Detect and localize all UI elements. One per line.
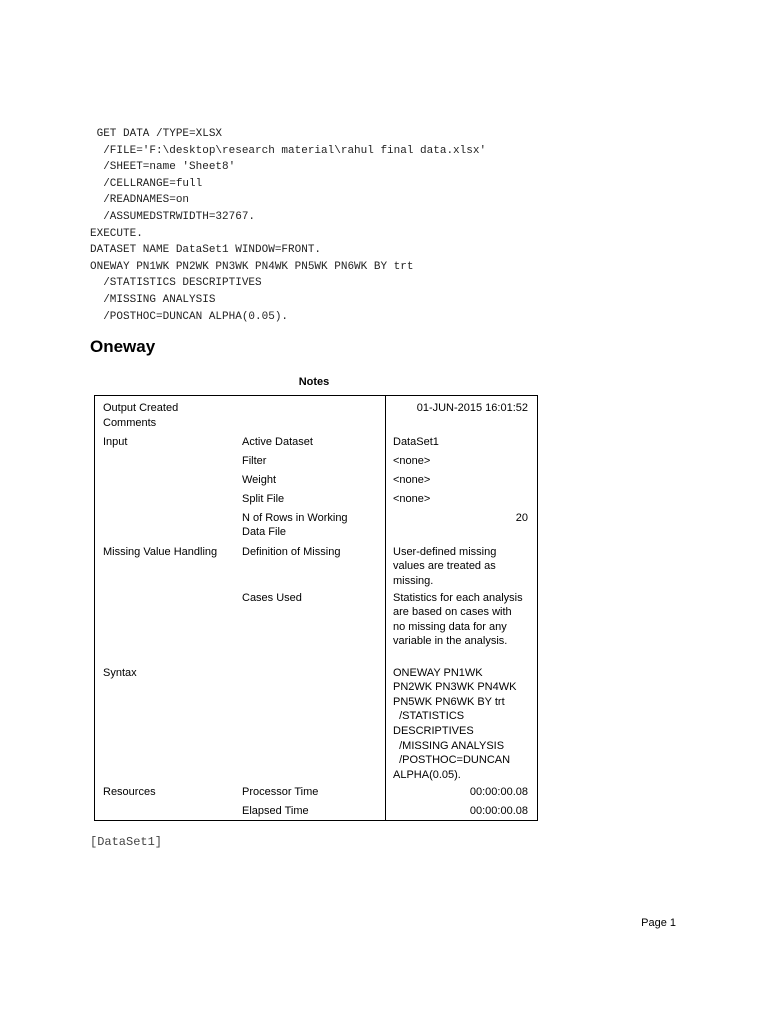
row-sublabel: Processor Time xyxy=(242,785,319,798)
row-label: Input xyxy=(103,435,128,448)
syntax-line: /CELLRANGE=full xyxy=(90,177,203,190)
syntax-line: ONEWAY PN1WK PN2WK PN3WK PN4WK PN5WK PN6WK BY trt xyxy=(90,260,414,273)
row-label xyxy=(95,492,243,511)
row-value: ONEWAY PN1WK PN2WK PN3WK PN4WK PN5WK PN6WK BY trt /STATISTICS DESCRIPTIVES /MISSING ANALYSIS /POSTHOC=DUNCAN ALPHA(0.05). xyxy=(386,666,538,785)
row-sublabel: N of Rows in Working Data File xyxy=(242,511,348,539)
row-sublabel xyxy=(242,416,386,435)
row-label: Output Created xyxy=(103,402,179,414)
syntax-line: /READNAMES=on xyxy=(90,194,190,207)
table-row xyxy=(95,416,538,435)
table-row xyxy=(95,396,538,416)
row-label xyxy=(95,804,243,821)
row-value: 00:00:00.08 xyxy=(386,804,538,821)
syntax-block xyxy=(90,126,486,325)
table-row xyxy=(95,666,538,785)
row-sublabel: Cases Used xyxy=(242,591,302,604)
row-label xyxy=(95,511,243,545)
row-sublabel: Split File xyxy=(242,492,285,505)
table-row xyxy=(95,591,538,666)
row-label: Missing Value Handling xyxy=(103,545,218,558)
row-sublabel xyxy=(242,666,386,785)
syntax-line: EXECUTE. xyxy=(90,227,143,240)
row-value: DataSet1 xyxy=(386,435,538,454)
section-heading: Oneway xyxy=(90,337,156,356)
table-row xyxy=(95,454,538,473)
row-value: User-defined missing values are treated as missing. xyxy=(386,545,538,591)
table-row xyxy=(95,435,538,454)
table-row xyxy=(95,511,538,545)
row-label: Syntax xyxy=(103,666,137,679)
row-sublabel: Definition of Missing xyxy=(242,545,341,558)
syntax-line: /SHEET=name 'Sheet8' xyxy=(90,161,236,174)
row-label: Resources xyxy=(103,785,156,798)
row-label: Comments xyxy=(103,416,157,429)
row-sublabel: Elapsed Time xyxy=(242,804,309,817)
syntax-line: GET DATA /TYPE=XLSX xyxy=(90,128,223,140)
row-label xyxy=(95,473,243,492)
row-value xyxy=(386,416,538,435)
syntax-line: /STATISTICS DESCRIPTIVES xyxy=(90,277,262,290)
row-sublabel: Filter xyxy=(242,454,267,467)
syntax-line: /POSTHOC=DUNCAN ALPHA(0.05). xyxy=(90,310,289,323)
row-value: Statistics for each analysis are based on cases with no missing data for any variable in the analysis. xyxy=(386,591,538,666)
row-sublabel: Active Dataset xyxy=(242,435,313,448)
row-value: <none> xyxy=(386,454,538,473)
page-number: Page 1 xyxy=(641,917,676,929)
row-value: 20 xyxy=(386,511,538,545)
row-sublabel xyxy=(242,396,386,416)
table-row xyxy=(95,545,538,591)
row-sublabel: Weight xyxy=(242,473,277,486)
table-row xyxy=(95,492,538,511)
syntax-line: /ASSUMEDSTRWIDTH=32767. xyxy=(90,210,256,223)
notes-table xyxy=(94,395,538,821)
table-row xyxy=(95,785,538,804)
syntax-line: /MISSING ANALYSIS xyxy=(90,293,216,306)
syntax-line: DATASET NAME DataSet1 WINDOW=FRONT. xyxy=(90,244,322,257)
row-value: <none> xyxy=(386,492,538,511)
table-row xyxy=(95,473,538,492)
row-value: 00:00:00.08 xyxy=(386,785,538,804)
row-value: 01-JUN-2015 16:01:52 xyxy=(386,396,538,416)
row-label xyxy=(95,454,243,473)
dataset-label: [DataSet1] xyxy=(90,835,163,849)
row-value: <none> xyxy=(386,473,538,492)
notes-title: Notes xyxy=(298,376,330,388)
syntax-line: /FILE='F:\desktop\research material\rahul final data.xlsx' xyxy=(90,144,487,157)
table-row xyxy=(95,804,538,821)
row-label xyxy=(95,591,243,666)
